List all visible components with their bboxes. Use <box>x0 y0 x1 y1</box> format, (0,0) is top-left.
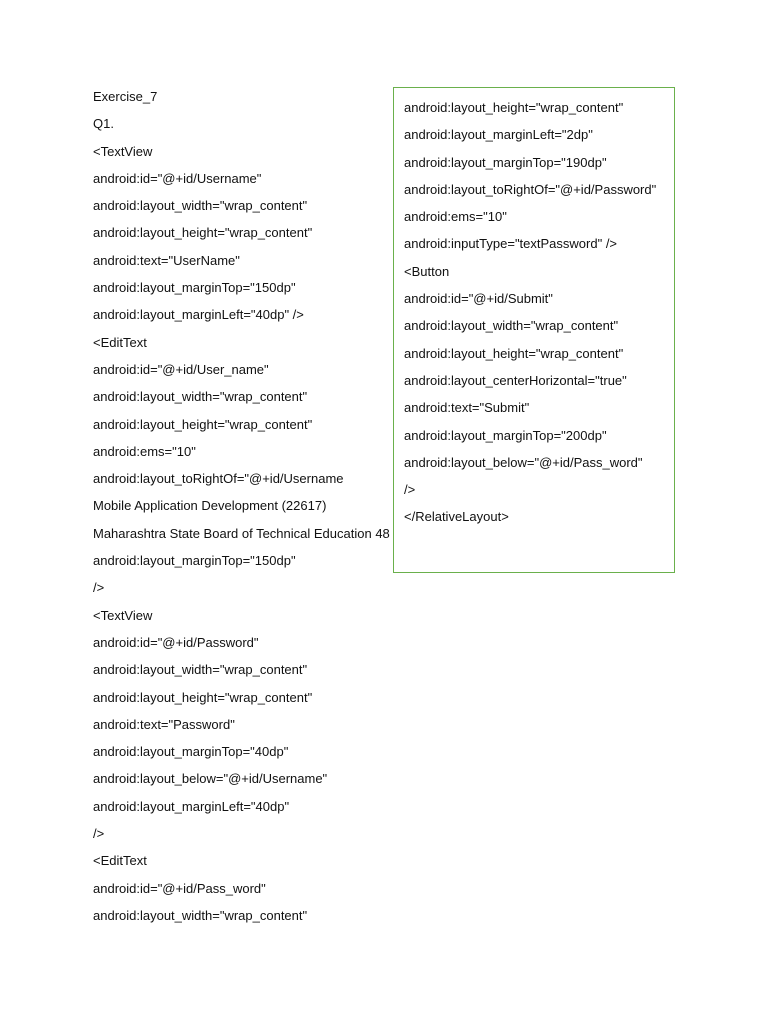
code-line: android:layout_width="wrap_content" <box>93 907 308 923</box>
code-line: /> <box>404 482 416 498</box>
code-line: android:layout_marginTop="150dp" <box>93 280 296 296</box>
code-line: <TextView <box>93 143 153 159</box>
footer-line: Mobile Application Development (22617) <box>93 498 327 514</box>
code-line: android:id="@+id/Password" <box>93 634 259 650</box>
code-line: android:ems="10" <box>404 209 507 225</box>
code-line: android:id="@+id/Pass_word" <box>93 880 266 896</box>
code-line: <TextView <box>93 607 153 623</box>
code-line: /> <box>93 826 105 842</box>
code-line: android:layout_marginLeft="40dp" <box>93 798 290 814</box>
code-line: android:layout_toRightOf="@+id/Password" <box>404 181 657 197</box>
code-line: android:layout_below="@+id/Pass_word" <box>404 454 643 470</box>
code-line: android:layout_marginTop="190dp" <box>404 154 607 170</box>
code-line: <Button <box>404 263 450 279</box>
code-line: android:layout_width="wrap_content" <box>93 198 308 214</box>
code-line: android:layout_width="wrap_content" <box>93 389 308 405</box>
code-line: android:layout_width="wrap_content" <box>93 662 308 678</box>
code-line: android:id="@+id/Username" <box>93 170 262 186</box>
code-line: android:id="@+id/Submit" <box>404 291 553 307</box>
code-line: </RelativeLayout> <box>404 509 509 525</box>
code-line: android:ems="10" <box>93 443 196 459</box>
code-line: android:layout_height="wrap_content" <box>404 345 624 361</box>
code-line: android:layout_marginTop="200dp" <box>404 427 607 443</box>
code-line: <EditText <box>93 334 147 350</box>
code-line: android:text="Submit" <box>404 400 530 416</box>
code-line: android:layout_centerHorizontal="true" <box>404 372 627 388</box>
code-line: android:layout_below="@+id/Username" <box>93 771 328 787</box>
code-line: android:layout_height="wrap_content" <box>404 100 624 115</box>
code-box <box>393 87 675 573</box>
code-line: /> <box>93 580 105 596</box>
code-line: android:layout_height="wrap_content" <box>93 689 313 705</box>
code-line: android:id="@+id/User_name" <box>93 361 269 377</box>
code-line: android:layout_marginTop="150dp" <box>93 553 296 569</box>
code-line: android:layout_marginLeft="40dp" /> <box>93 307 304 323</box>
code-line: android:inputType="textPassword" /> <box>404 236 618 252</box>
code-line: android:layout_marginTop="40dp" <box>93 744 289 760</box>
footer-line: Maharashtra State Board of Technical Education 48 <box>93 525 390 541</box>
code-line: Q1. <box>93 116 114 132</box>
code-line: android:layout_height="wrap_content" <box>93 416 313 432</box>
code-line: android:layout_width="wrap_content" <box>404 318 619 334</box>
code-line: android:layout_toRightOf="@+id/Username <box>93 471 344 487</box>
code-line: <EditText <box>93 853 147 869</box>
code-line: android:layout_height="wrap_content" <box>93 225 313 241</box>
left-code-column <box>93 83 393 929</box>
right-code-column <box>404 94 656 531</box>
code-line: android:text="Password" <box>93 716 235 732</box>
code-line: android:text="UserName" <box>93 252 240 268</box>
code-line: android:layout_marginLeft="2dp" <box>404 127 593 143</box>
code-line: Exercise_7 <box>93 89 158 104</box>
